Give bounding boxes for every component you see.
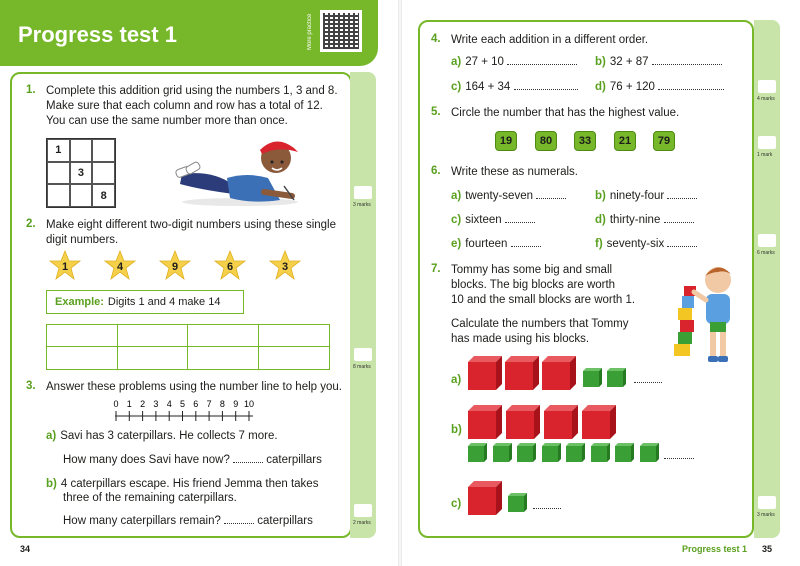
number-choice[interactable]: 21 bbox=[614, 131, 636, 151]
answer-cell[interactable] bbox=[118, 325, 189, 347]
marks-input-q6[interactable] bbox=[758, 234, 776, 247]
q6e-word: fourteen bbox=[465, 238, 508, 250]
page-number-right: 35 bbox=[762, 544, 773, 554]
book-gutter bbox=[398, 0, 402, 566]
answer-dots[interactable] bbox=[224, 515, 254, 524]
boy-illustration bbox=[172, 134, 302, 206]
footer-title: Progress test 1 bbox=[682, 544, 748, 554]
q6c-letter: c) bbox=[451, 214, 462, 226]
answer-dots[interactable] bbox=[667, 190, 697, 199]
question-number: 3. bbox=[26, 380, 36, 392]
q3b-question-text: How many caterpillars remain? bbox=[63, 515, 221, 527]
number-line-label: 0 bbox=[113, 399, 119, 409]
question-number: 7. bbox=[431, 263, 441, 275]
q4d-letter: d) bbox=[595, 81, 606, 93]
star-digit: 9 bbox=[171, 260, 179, 273]
q3a-question bbox=[63, 454, 322, 466]
q6c-word: sixteen bbox=[465, 214, 502, 226]
number-line-label: 4 bbox=[166, 399, 172, 409]
q7b-letter bbox=[451, 424, 466, 436]
answer-dots[interactable] bbox=[664, 450, 694, 459]
marks-label-q5: 1 mark bbox=[757, 152, 773, 158]
ten-block bbox=[544, 405, 578, 439]
q6a-letter: a) bbox=[451, 190, 462, 202]
question-number: 5. bbox=[431, 106, 441, 118]
question-number: 2. bbox=[26, 218, 36, 230]
q7-text3: 10 and the small blocks are worth 1. bbox=[451, 294, 636, 306]
q4-item bbox=[595, 56, 722, 68]
answer-dots[interactable] bbox=[658, 81, 724, 90]
q4b-letter: b) bbox=[595, 56, 606, 68]
answer-table bbox=[46, 324, 330, 370]
q6-item bbox=[451, 214, 535, 226]
ten-block bbox=[468, 405, 502, 439]
q4-item bbox=[595, 81, 724, 93]
answer-cell[interactable] bbox=[259, 325, 330, 347]
number-line-label: 1 bbox=[126, 399, 132, 409]
one-block bbox=[468, 443, 487, 462]
question-text: Make eight different two-digit numbers using these single digit numbers. bbox=[46, 219, 337, 246]
ten-block bbox=[506, 405, 540, 439]
marks-input-q2[interactable] bbox=[354, 348, 372, 361]
ten-block bbox=[582, 405, 616, 439]
one-block bbox=[607, 368, 626, 387]
q6-item bbox=[595, 190, 697, 202]
q4a-letter: a) bbox=[451, 56, 462, 68]
answer-cell[interactable] bbox=[47, 347, 118, 369]
star-digit: 1 bbox=[61, 260, 69, 273]
q3b-question bbox=[63, 515, 313, 527]
marks-label-q1: 3 marks bbox=[353, 202, 371, 208]
answer-dots[interactable] bbox=[505, 214, 535, 223]
number-choice[interactable]: 80 bbox=[535, 131, 557, 151]
one-block bbox=[591, 443, 610, 462]
q7-text4: Calculate the numbers that Tommy bbox=[451, 318, 629, 330]
answer-dots[interactable] bbox=[634, 374, 662, 383]
addition-grid bbox=[46, 138, 116, 208]
q4-item bbox=[451, 56, 577, 68]
question-text: Circle the number that has the highest value. bbox=[451, 107, 680, 119]
number-choice[interactable]: 33 bbox=[574, 131, 596, 151]
answer-dots[interactable] bbox=[652, 56, 722, 65]
left-marks-column bbox=[350, 72, 376, 538]
q4b-expr: 32 + 87 bbox=[609, 56, 649, 68]
example-text: Digits 1 and 4 make 14 bbox=[107, 296, 221, 308]
page-number-left: 34 bbox=[20, 544, 31, 554]
marks-label-q2: 8 marks bbox=[353, 364, 371, 370]
example-label: Example: bbox=[55, 296, 104, 308]
q7-text1: Tommy has some big and small bbox=[451, 264, 613, 276]
q6f-letter: f) bbox=[595, 238, 603, 250]
q3a bbox=[46, 430, 278, 442]
number-line-label: 7 bbox=[206, 399, 212, 409]
q3a-text: Savi has 3 caterpillars. He collects 7 more. bbox=[60, 430, 278, 442]
q6b-letter: b) bbox=[595, 190, 606, 202]
qr-code-icon[interactable] bbox=[320, 10, 362, 52]
grid-cell[interactable]: 1 bbox=[47, 139, 70, 162]
grid-cell[interactable] bbox=[47, 162, 70, 185]
answer-dots[interactable] bbox=[507, 56, 577, 65]
q3b-text1: 4 caterpillars escape. His friend Jemma then takes bbox=[60, 478, 319, 490]
marks-input-q7[interactable] bbox=[758, 496, 776, 509]
star-digit: 4 bbox=[116, 260, 124, 273]
question-number: 1. bbox=[26, 84, 36, 96]
q6d-word: thirty-nine bbox=[609, 214, 661, 226]
number-line-label: 8 bbox=[219, 399, 225, 409]
q6a-word: twenty-seven bbox=[465, 190, 533, 202]
marks-input-q3[interactable] bbox=[354, 504, 372, 517]
q4-item bbox=[451, 81, 578, 93]
answer-cell[interactable] bbox=[259, 347, 330, 369]
one-block bbox=[583, 368, 602, 387]
question-text: Write these as numerals. bbox=[451, 166, 578, 178]
question-text: Answer these problems using the number line to help you. bbox=[46, 381, 342, 393]
qr-label: More practice bbox=[307, 13, 313, 51]
marks-input-q4[interactable] bbox=[758, 80, 776, 93]
number-line-label: 3 bbox=[153, 399, 159, 409]
q6e-letter: e) bbox=[451, 238, 462, 250]
one-block bbox=[517, 443, 536, 462]
page-title: Progress test 1 bbox=[18, 22, 177, 47]
grid-cell[interactable] bbox=[70, 184, 93, 207]
q4c-letter: c) bbox=[451, 81, 462, 93]
answer-dots[interactable] bbox=[511, 238, 541, 247]
answer-cell[interactable] bbox=[188, 325, 259, 347]
q6d-letter: d) bbox=[595, 214, 606, 226]
grid-cell[interactable] bbox=[47, 184, 70, 207]
one-block bbox=[542, 443, 561, 462]
number-choice[interactable]: 79 bbox=[653, 131, 675, 151]
q6-item bbox=[595, 238, 697, 250]
one-block bbox=[566, 443, 585, 462]
q7a-letter bbox=[451, 374, 465, 386]
q7c-letter bbox=[451, 498, 465, 510]
number-line bbox=[112, 398, 262, 424]
q3b-letter: b) bbox=[46, 478, 57, 490]
star-digit: 3 bbox=[281, 260, 289, 273]
q3a-question-text: How many does Savi have now? bbox=[63, 454, 230, 466]
star-digit: 6 bbox=[226, 260, 234, 273]
one-block bbox=[493, 443, 512, 462]
q4d-expr: 76 + 120 bbox=[609, 81, 655, 93]
ten-block bbox=[542, 356, 576, 390]
answer-dots[interactable] bbox=[233, 454, 263, 463]
answer-dots[interactable] bbox=[667, 238, 697, 247]
grid-cell[interactable] bbox=[70, 139, 93, 162]
question-text: Complete this addition grid using the numbers 1, 3 and 8. Make sure that each column and row has a total of 12. You can use the same number more than once. bbox=[46, 85, 338, 127]
marks-label-q7: 3 marks bbox=[757, 512, 775, 518]
q7-text2: blocks. The big blocks are worth bbox=[451, 279, 616, 291]
q7c-letter-text: c) bbox=[451, 498, 462, 510]
grid-cell[interactable] bbox=[92, 162, 115, 185]
question-number: 6. bbox=[431, 165, 441, 177]
number-line-label: 6 bbox=[193, 399, 199, 409]
question-number: 4. bbox=[431, 33, 441, 45]
answer-cell[interactable] bbox=[188, 347, 259, 369]
q3a-letter: a) bbox=[46, 430, 57, 442]
number-line-label: 10 bbox=[243, 399, 255, 409]
q4a-expr: 27 + 10 bbox=[465, 56, 504, 68]
grid-cell[interactable]: 8 bbox=[92, 184, 115, 207]
q7a-letter-text: a) bbox=[451, 374, 462, 386]
q3b bbox=[46, 478, 318, 490]
q7b-letter-text: b) bbox=[451, 424, 462, 436]
question-text: Write each addition in a different order. bbox=[451, 34, 649, 46]
ten-block bbox=[468, 356, 502, 390]
q7-text5: has made using his blocks. bbox=[451, 333, 590, 345]
q3b-unit: caterpillars bbox=[257, 515, 313, 527]
marks-label-q3: 2 marks bbox=[353, 520, 371, 526]
q3a-unit: caterpillars bbox=[266, 454, 322, 466]
answer-dots[interactable] bbox=[664, 214, 694, 223]
grid-cell[interactable] bbox=[92, 139, 115, 162]
q4c-expr: 164 + 34 bbox=[465, 81, 511, 93]
answer-dots[interactable] bbox=[514, 81, 578, 90]
one-block bbox=[615, 443, 634, 462]
marks-label-q4: 4 marks bbox=[757, 96, 775, 102]
example-box bbox=[46, 290, 244, 314]
q6-item bbox=[595, 214, 694, 226]
number-line-label: 2 bbox=[140, 399, 146, 409]
q6-item bbox=[451, 238, 541, 250]
tommy-illustration bbox=[668, 262, 744, 366]
answer-cell[interactable] bbox=[47, 325, 118, 347]
answer-dots[interactable] bbox=[533, 500, 561, 509]
q6-item bbox=[451, 190, 566, 202]
q3b-text2: three of the remaining caterpillars. bbox=[63, 492, 237, 504]
one-block bbox=[640, 443, 659, 462]
marks-input-q1[interactable] bbox=[354, 186, 372, 199]
answer-dots[interactable] bbox=[536, 190, 566, 199]
ten-block bbox=[468, 481, 502, 515]
number-choice[interactable]: 19 bbox=[495, 131, 517, 151]
q6f-word: seventy-six bbox=[606, 238, 665, 250]
q6b-word: ninety-four bbox=[609, 190, 665, 202]
number-line-label: 9 bbox=[233, 399, 239, 409]
marks-input-q5[interactable] bbox=[758, 136, 776, 149]
grid-cell[interactable]: 3 bbox=[70, 162, 93, 185]
number-line-label: 5 bbox=[179, 399, 186, 409]
marks-label-q6: 6 marks bbox=[757, 250, 775, 256]
one-block bbox=[508, 493, 527, 512]
answer-cell[interactable] bbox=[118, 347, 189, 369]
ten-block bbox=[505, 356, 539, 390]
